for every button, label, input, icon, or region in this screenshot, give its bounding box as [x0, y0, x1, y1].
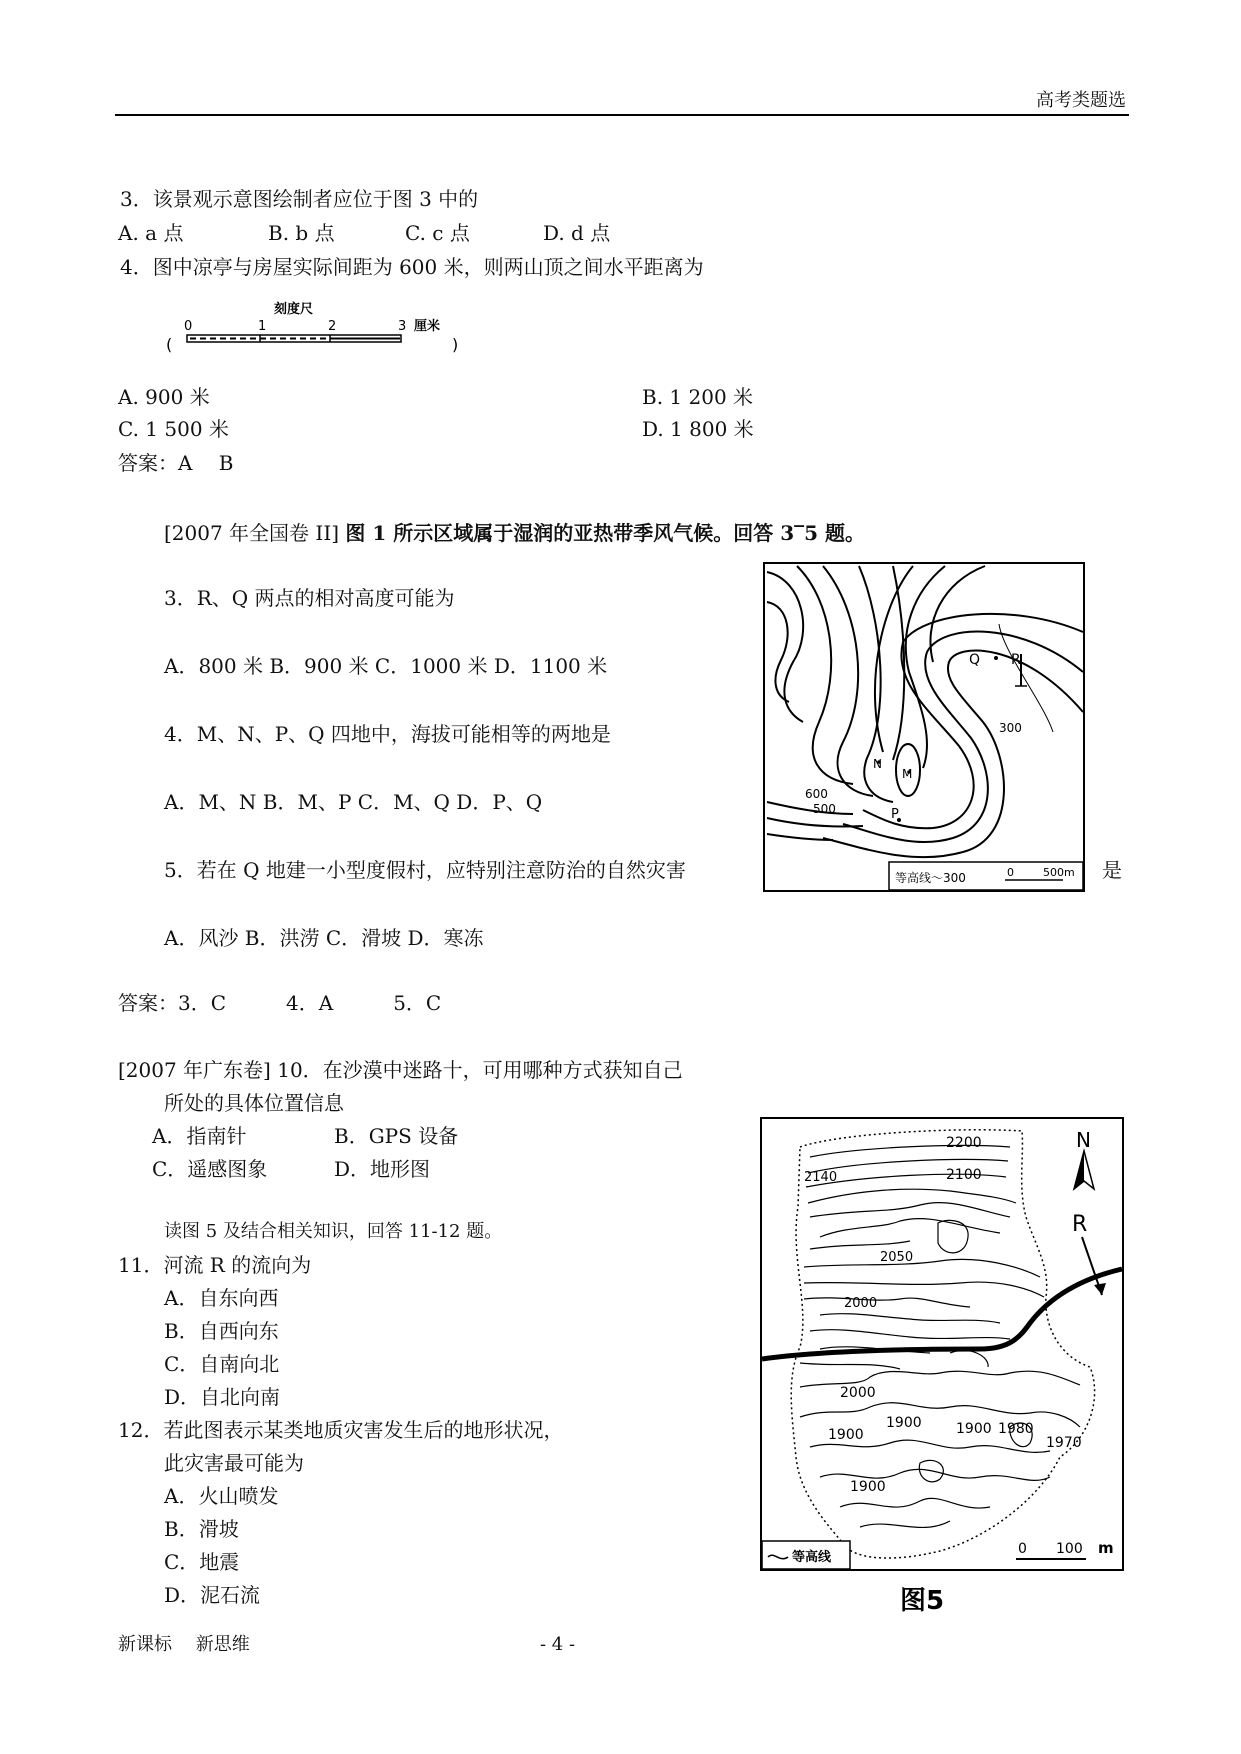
scale-tick-2: 2	[328, 319, 337, 334]
s3-q11: 11．河流 R 的流向为	[118, 1253, 312, 1277]
scale-close-paren: )	[452, 335, 459, 354]
s1-q4-opt-d: D. 1 800 米	[642, 417, 754, 441]
s1-q3-opt-c: C. c 点	[405, 221, 470, 245]
map1-contour-300: 300	[999, 721, 1022, 735]
s2-q5-tail: 是	[1102, 858, 1122, 882]
s2-intro	[164, 520, 865, 546]
s3-q12-line1: 12．若此图表示某类地质灾害发生后的地形状况，	[118, 1418, 564, 1442]
s3-q10-opt-b: B．GPS 设备	[334, 1124, 459, 1148]
map1-scale-500: 500m	[1043, 866, 1075, 879]
s1-q4-opt-a: A. 900 米	[118, 385, 210, 409]
s3-q11-opt-c: C．自南向北	[164, 1352, 280, 1376]
s3-q11-opt-a: A．自东向西	[164, 1286, 279, 1310]
s3-read: 读图 5 及结合相关知识，回答 11-12 题。	[164, 1221, 503, 1242]
contour-map-fig5	[760, 1117, 1126, 1615]
fig5-legend: 等高线	[792, 1550, 832, 1565]
map1-label-q: Q	[969, 652, 981, 668]
s2-q4: 4．M、N、P、Q 四地中，海拔可能相等的两地是	[164, 722, 611, 746]
fig5-contour-2140: 2140	[804, 1170, 838, 1185]
scale-title: 刻度尺	[274, 302, 314, 317]
s3-q10-line2: 所处的具体位置信息	[164, 1091, 344, 1115]
s2-answer: 答案：3．C 4．A 5．C	[118, 991, 442, 1015]
fig5-scale-0: 0	[1018, 1541, 1027, 1557]
fig5-contour-1970: 1970	[1046, 1435, 1082, 1451]
s3-q10-opt-d: D．地形图	[334, 1157, 431, 1181]
s1-q4: 4．图中凉亭与房屋实际间距为 600 米，则两山顶之间水平距离为	[120, 255, 704, 279]
footer-left: 新课标 新思维	[118, 1634, 250, 1655]
contour-map-fig1	[763, 562, 1085, 892]
s2-q4-opts: A．M、N B．M、P C．M、Q D．P、Q	[164, 790, 543, 814]
s3-q12-opt-a: A．火山喷发	[164, 1484, 279, 1508]
map1-label-r: R	[1011, 652, 1021, 668]
fig5-scale-100: 100	[1056, 1541, 1083, 1557]
s3-q11-opt-b: B．自西向东	[164, 1319, 279, 1343]
s2-q3-opts: A．800 米 B．900 米 C．1000 米 D．1100 米	[164, 654, 608, 678]
scale-tick-0: 0	[184, 319, 193, 334]
s1-q3-opt-b: B. b 点	[268, 221, 335, 245]
header-title: 高考类题选	[1036, 90, 1126, 111]
fig5-contour-2000-lower: 2000	[840, 1385, 876, 1401]
s3-q11-opt-d: D．自北向南	[164, 1385, 281, 1409]
s2-q3: 3．R、Q 两点的相对高度可能为	[164, 586, 455, 610]
s1-q4-opt-c: C. 1 500 米	[118, 417, 229, 441]
map1-label-n: N	[873, 757, 882, 771]
fig5-contour-2050: 2050	[880, 1250, 914, 1265]
fig5-contour-2100: 2100	[946, 1167, 982, 1183]
fig5-contour-1900-a: 1900	[828, 1427, 864, 1443]
map1-contour-500: 500	[813, 802, 836, 816]
s3-q12-line2: 此灾害最可能为	[164, 1451, 304, 1475]
scale-unit: 厘米	[414, 319, 441, 334]
s3-q12-opt-b: B．滑坡	[164, 1517, 239, 1541]
s1-q4-opt-b: B. 1 200 米	[642, 385, 754, 409]
header-rule	[115, 114, 1129, 116]
s1-answer: 答案：A B	[118, 451, 234, 475]
fig5-river-label: R	[1072, 1212, 1088, 1237]
fig5-contour-1900-b: 1900	[886, 1415, 922, 1431]
s3-q10-line1: [2007 年广东卷] 10．在沙漠中迷路十，可用哪种方式获知自己	[118, 1058, 683, 1082]
s2-q5: 5．若在 Q 地建一小型度假村，应特别注意防治的自然灾害	[164, 858, 686, 882]
fig5-north-label: N	[1076, 1128, 1091, 1152]
s1-q3-opt-a: A. a 点	[118, 221, 184, 245]
scale-tick-1: 1	[258, 319, 267, 334]
scale-tick-3: 3	[398, 319, 407, 334]
fig5-contour-2000-upper: 2000	[844, 1296, 878, 1311]
fig5-contour-1980: 1980	[998, 1421, 1034, 1437]
s2-q5-opts: A．风沙 B．洪涝 C．滑坡 D．寒冻	[164, 926, 484, 950]
fig5-scale-unit: m	[1098, 1539, 1114, 1557]
s3-q10-opt-a: A．指南针	[152, 1124, 247, 1148]
s1-q3-opt-d: D. d 点	[543, 221, 611, 245]
footer-page-number: - 4 -	[540, 1634, 576, 1655]
s3-q12-opt-c: C．地震	[164, 1550, 240, 1574]
map1-contour-600: 600	[805, 787, 828, 801]
s3-q10-opt-c: C．遥感图象	[152, 1157, 268, 1181]
map1-scale-0: 0	[1007, 866, 1014, 879]
map1-label-m: M	[902, 767, 913, 781]
s3-q12-opt-d: D．泥石流	[164, 1583, 261, 1607]
fig5-contour-2200: 2200	[946, 1135, 982, 1151]
s2-intro-prefix: [2007 年全国卷 II]	[164, 521, 340, 545]
scale-open-paren: (	[166, 335, 173, 354]
scale-ruler	[160, 298, 480, 360]
fig5-contour-1900-c: 1900	[956, 1421, 992, 1437]
fig5-contour-1900-d: 1900	[850, 1479, 886, 1495]
s1-q3: 3．该景观示意图绘制者应位于图 3 中的	[120, 187, 479, 211]
map1-label-p: P	[891, 807, 899, 822]
map1-legend: 等高线～300	[895, 871, 966, 885]
fig5-caption: 图5	[900, 1586, 945, 1615]
s2-intro-bold: 图 1 所示区域属于湿润的亚热带季风气候。回答 3‾5 题。	[345, 521, 865, 545]
